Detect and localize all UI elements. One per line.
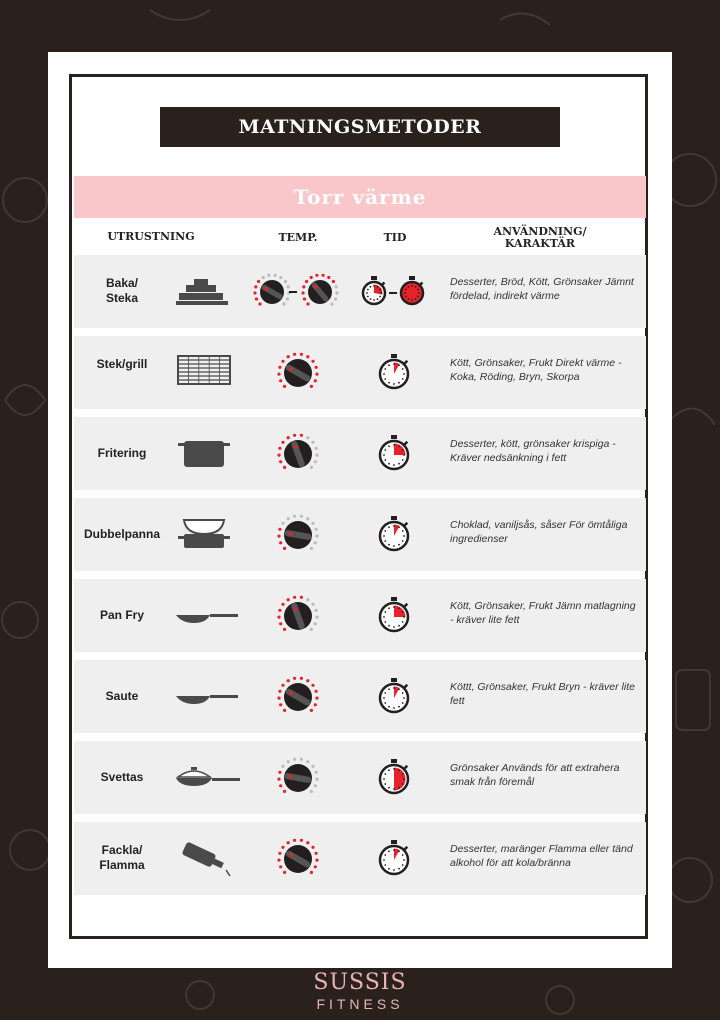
header-time: TID — [383, 231, 407, 244]
covered-pan-icon — [174, 759, 244, 799]
brand-logo-sub: FITNESS — [316, 996, 404, 1012]
stopwatch-icon — [356, 267, 436, 317]
table-row — [74, 255, 646, 328]
baking-tray-icon — [174, 273, 244, 313]
table-row — [74, 822, 646, 895]
stopwatch-icon — [356, 429, 436, 479]
stopwatch-icon — [356, 753, 436, 803]
stopwatch-icon — [356, 348, 436, 398]
table-row — [74, 660, 646, 733]
header-temp: TEMP. — [278, 231, 318, 244]
temperature-knob-icon — [250, 429, 346, 479]
stopwatch-icon — [356, 510, 436, 560]
header-equipment: UTRUSTNING — [107, 230, 195, 243]
row-usage-text: Desserter, maränger Flamma eller tänd alkohol för att kola/bränna — [450, 843, 633, 869]
temperature-knob-icon — [250, 834, 346, 884]
frying-pan-icon — [174, 597, 244, 637]
grill-icon — [174, 354, 244, 394]
row-usage-text: Kött, Grönsaker, Frukt Direkt värme - Koka, Röding, Bryn, Skorpa — [450, 357, 622, 383]
temperature-knob-icon — [250, 672, 346, 722]
row-method-name: Pan Fry — [99, 608, 144, 622]
temperature-knob-icon — [250, 267, 346, 317]
double-boiler-icon — [174, 516, 244, 556]
row-method-name: Saute — [105, 689, 139, 703]
header-usage-line2: KARAKTÄR — [504, 237, 576, 250]
temperature-knob-icon — [250, 591, 346, 641]
pot-icon — [174, 435, 244, 475]
stopwatch-icon — [356, 834, 436, 884]
stopwatch-icon — [356, 672, 436, 722]
section-heading: Torr värme — [74, 176, 646, 218]
frying-pan-icon — [174, 678, 244, 718]
header-usage-line1: ANVÄNDNING/ — [493, 225, 587, 238]
row-method-name: Dubbelpanna — [83, 527, 160, 541]
temperature-knob-icon — [250, 510, 346, 560]
stopwatch-icon — [356, 591, 436, 641]
table-row — [74, 579, 646, 652]
header-usage — [470, 226, 610, 250]
row-usage-text: Grönsaker Används för att extrahera smak från föremål — [450, 762, 620, 788]
row-method-name: Fackla/ Flamma — [99, 843, 145, 872]
row-usage-text: Kött, Grönsaker, Frukt Jämn matlagning - kräver lite fett — [450, 600, 636, 626]
torch-icon — [174, 840, 244, 880]
table-row — [74, 498, 646, 571]
row-usage-text: Desserter, Bröd, Kött, Grönsaker Jämnt fördelad, indirekt värme — [450, 276, 634, 302]
temperature-knob-icon — [250, 348, 346, 398]
table-row — [74, 336, 646, 409]
row-method-name: Svettas — [100, 770, 144, 784]
page-title: MATNINGSMETODER — [160, 107, 560, 147]
row-usage-text: Desserter, kött, grönsaker krispiga - Kräver nedsänkning i fett — [450, 438, 616, 464]
row-method-name: Fritering — [97, 446, 147, 460]
row-method-name: Stek/grill — [96, 357, 148, 371]
temperature-knob-icon — [250, 753, 346, 803]
table-row — [74, 417, 646, 490]
brand-logo-name: SUSSIS — [313, 970, 407, 995]
row-usage-text: Köttt, Grönsaker, Frukt Bryn - kräver lite fett — [450, 681, 635, 707]
table-row — [74, 741, 646, 814]
row-usage-text: Choklad, vaniljsås, såser För ömtåliga ingredienser — [450, 519, 628, 545]
row-method-name: Baka/ Steka — [105, 276, 139, 305]
